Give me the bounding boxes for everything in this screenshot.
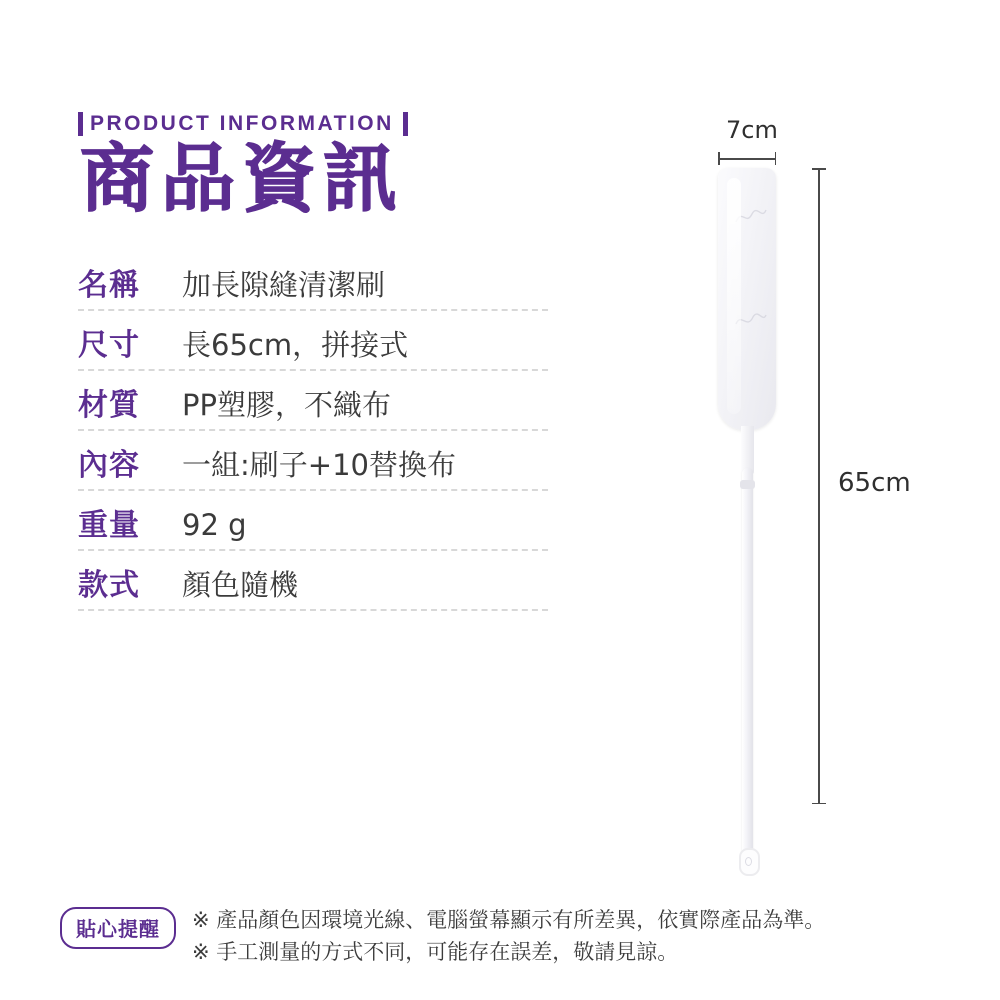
measure-cap-bottom-icon — [812, 803, 826, 805]
spec-label: 重量 — [78, 507, 140, 543]
eyebrow-heading — [78, 112, 598, 136]
product-image-panel — [640, 100, 960, 840]
measure-line-icon — [718, 158, 776, 160]
spec-label: 名稱 — [78, 267, 140, 303]
fabric-texture-icon — [734, 204, 768, 230]
page-title: 商品資訊 — [80, 136, 404, 222]
spec-value: 顏色隨機 — [182, 568, 299, 603]
eyebrow-text: PRODUCT INFORMATION — [90, 112, 394, 135]
reminder-notes — [192, 905, 825, 968]
table-row — [78, 491, 548, 551]
spec-label: 款式 — [78, 567, 140, 603]
table-row — [78, 371, 548, 431]
spec-label: 材質 — [78, 387, 140, 423]
brush-head — [718, 168, 776, 430]
brush-handle — [742, 468, 753, 870]
spec-value: PP塑膠，不織布 — [182, 388, 391, 423]
measure-cap-right-icon — [775, 152, 777, 165]
spec-value: 加長隙縫清潔刷 — [182, 268, 386, 303]
product-info-panel — [78, 112, 598, 611]
width-measurement-line — [718, 152, 776, 164]
table-row — [78, 311, 548, 371]
spec-value: 一組:刷子+10替換布 — [182, 448, 456, 483]
measure-line-icon — [818, 168, 820, 804]
eyebrow-bar-left-icon — [78, 112, 83, 136]
spec-value: 長65cm，拼接式 — [182, 328, 409, 363]
table-row — [78, 251, 548, 311]
brush-hanging-hole — [739, 848, 760, 876]
table-row — [78, 431, 548, 491]
width-label: 7cm — [726, 116, 778, 144]
table-row — [78, 551, 548, 611]
reminder-badge: 貼心提醒 — [60, 907, 176, 949]
length-measurement-line — [812, 168, 826, 804]
spec-table — [78, 251, 548, 611]
footer-note — [60, 905, 960, 968]
brush-joint — [740, 480, 755, 489]
eyebrow-bar-right-icon — [403, 112, 408, 136]
reminder-note-line: ※ 產品顏色因環境光線、電腦螢幕顯示有所差異，依實際產品為準。 — [192, 908, 826, 932]
length-label: 65cm — [838, 468, 911, 498]
fabric-texture-icon — [734, 308, 768, 334]
spec-label: 內容 — [78, 447, 140, 483]
spec-value: 92 g — [182, 508, 247, 543]
reminder-note-line: ※ 手工測量的方式不同，可能存在誤差，敬請見諒。 — [192, 939, 679, 964]
spec-label: 尺寸 — [78, 327, 140, 363]
